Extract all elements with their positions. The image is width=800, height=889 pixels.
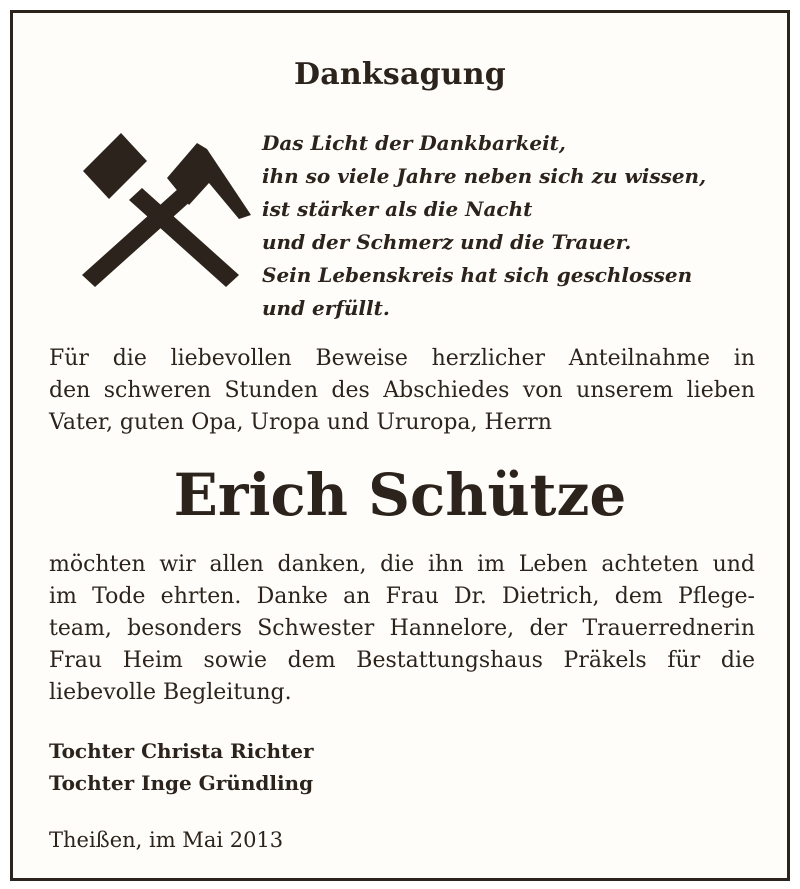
place-date: Theißen, im Mai 2013: [49, 828, 284, 852]
verse: [262, 127, 706, 325]
verse-line: ihn so viele Jahre neben sich zu wissen,: [262, 164, 707, 188]
signer: Tochter Christa Richter: [49, 739, 314, 763]
signer: Tochter Inge Gründling: [49, 771, 314, 795]
verse-line: und erfüllt.: [262, 296, 390, 320]
thanks-paragraph: [49, 549, 755, 709]
thanks-line: team, besonders Schwester Hannelore, der Trauerrednerin: [49, 616, 755, 641]
deceased-name: Erich Schütze: [173, 461, 627, 529]
signers: [49, 735, 314, 799]
hammer-and-pick-icon: [59, 123, 265, 305]
thanks-line: liebevolle Begleitung.: [49, 680, 292, 705]
thanks-line: möchten wir allen danken, die ihn im Leben achteten und: [49, 552, 755, 577]
intro-line: Für die liebevollen Beweise herzlicher Anteilnahme in: [49, 346, 755, 371]
intro-line: den schweren Stunden des Abschiedes von unserem lieben: [49, 378, 755, 403]
intro-paragraph: [49, 343, 755, 439]
intro-line: Vater, guten Opa, Uropa und Ururopa, Herrn: [49, 410, 552, 435]
thanks-line: Frau Heim sowie dem Bestattungshaus Präkels für die: [49, 648, 755, 673]
thanks-line: im Tode ehrten. Danke an Frau Dr. Dietrich, dem Pflege-: [49, 584, 755, 609]
heading: Danksagung: [294, 57, 506, 92]
verse-line: ist stärker als die Nacht: [262, 197, 533, 221]
verse-line: Sein Lebenskreis hat sich geschlossen: [262, 263, 693, 287]
obituary-card: [10, 10, 790, 881]
verse-line: und der Schmerz und die Trauer.: [262, 230, 632, 254]
verse-line: Das Licht der Dankbarkeit,: [262, 131, 566, 155]
